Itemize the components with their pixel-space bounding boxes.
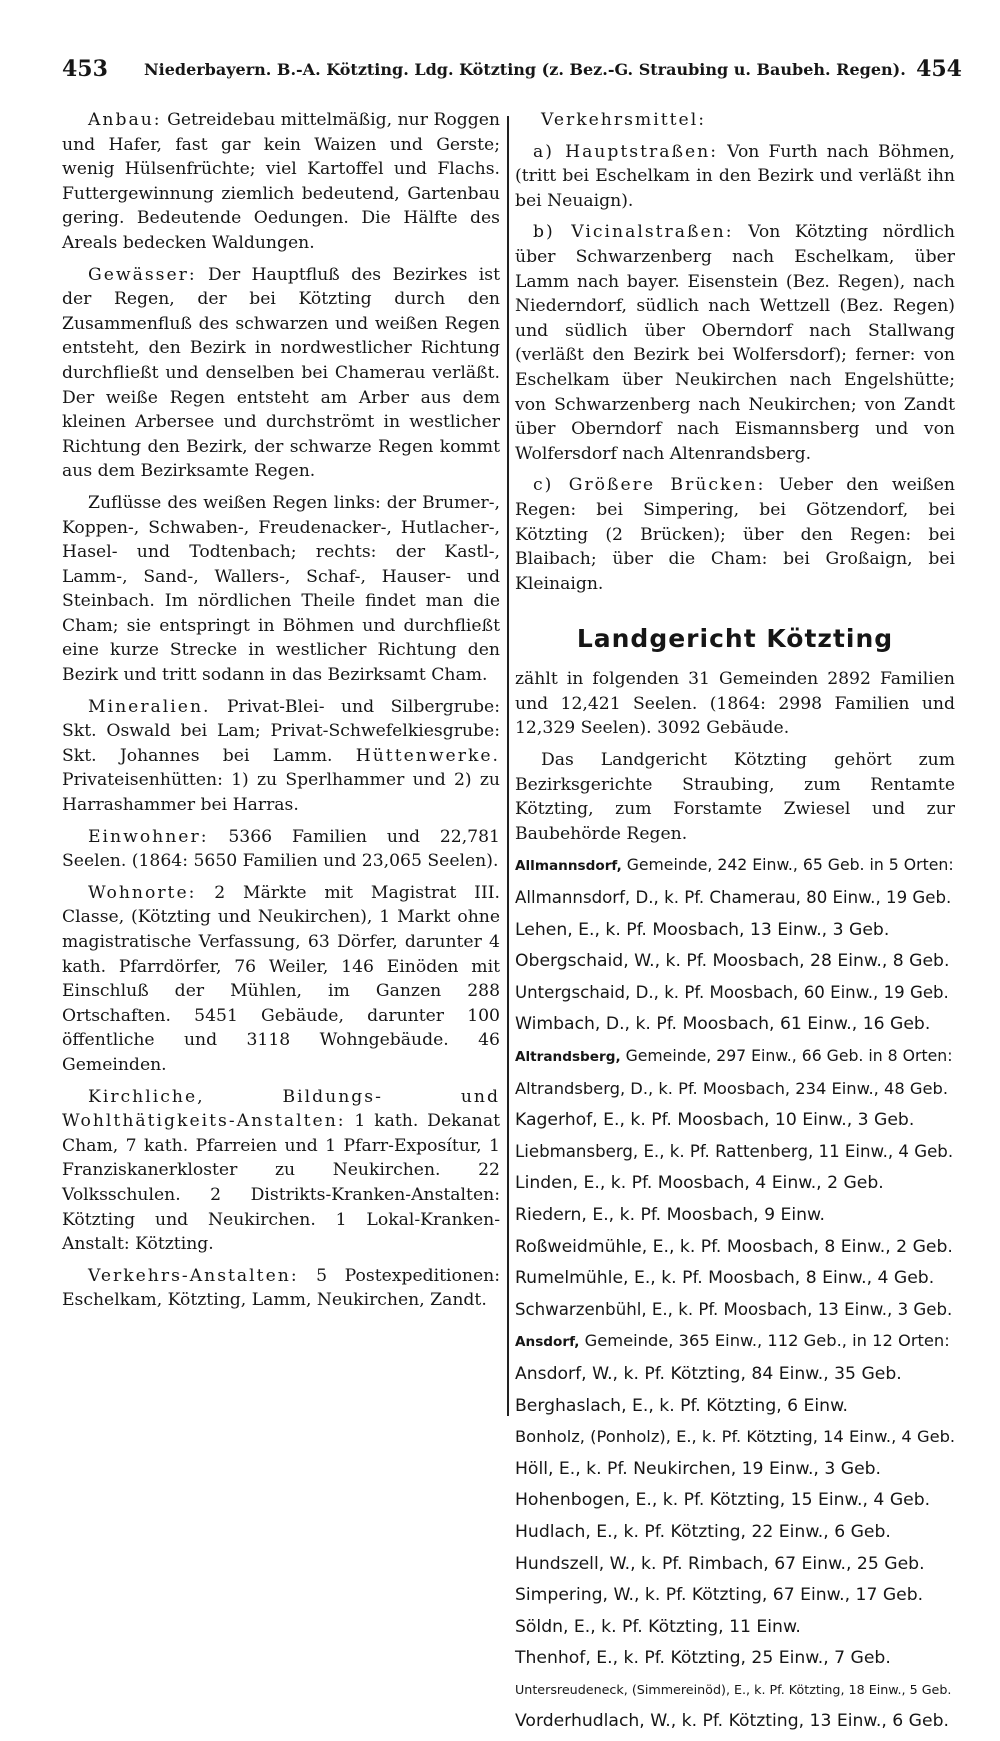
ort-entry: Ansdorf, W., k. Pf. Kötzting, 84 Einw., 35 Geb. xyxy=(515,1363,902,1384)
mineralien-paragraph xyxy=(62,695,500,818)
einwohner-label: Einwohner: xyxy=(88,826,209,847)
ort-entry: Untersreudeneck, (Simmereinöd), E., k. Pf. Kötzting, 18 Einw., 5 Geb. xyxy=(515,1681,952,1697)
einwohner-text: 5366 Familien und 22,781 Seelen. (1864: 5650 Familien und 23,065 Seelen). xyxy=(62,826,500,872)
ort-entry: Roßweidmühle, E., k. Pf. Moosbach, 8 Einw., 2 Geb. xyxy=(515,1236,953,1257)
huettenwerke-label: Hüttenwerke. xyxy=(355,745,500,766)
ort-entry: Altrandsberg, D., k. Pf. Moosbach, 234 Einw., 48 Geb. xyxy=(515,1078,949,1098)
zufluesse-paragraph: Zuflüsse des weißen Regen links: der Brumer-, Koppen-, Schwaben-, Freudenacker-, Hutlacher-, Hasel- und Todtenbach; rechts: der Kastl-, Lamm-, Sand-, Wallers-, Schaf-, Hauser- und Steinbach. Im nördlichen Theile findet man die Cham; sie entspringt in Böhmen und durchfließt eine kurze Strecke in westlicher Richtung den Bezirk und tritt sodann in das Bezirksamt Cham. xyxy=(62,492,500,686)
ort-entry: Obergschaid, W., k. Pf. Moosbach, 28 Einw., 8 Geb. xyxy=(515,951,950,972)
huettenwerke-text: Privateisenhütten: 1) zu Sperlhammer und 2) zu Harrashammer bei Harras. xyxy=(62,770,500,816)
gemeinde-name: Altrandsberg, xyxy=(515,1049,621,1065)
left-column xyxy=(62,108,500,1320)
wohnorte-text: 2 Märkte mit Magistrat III. Classe, (Kötzting und Neukirchen), 1 Markt ohne magistratische Verfassung, 63 Dörfer, darunter 4 kath. Pfarrdörfer, 76 Weiler, 146 Einöden mit Einschluß der Mühlen, im Ganzen 288 Ortschaften. 5451 Gebäude, darunter 100 öffentliche und 3118 Wohngebäude. 46 Gemeinden. xyxy=(62,882,500,1075)
ort-entry: Untergschaid, D., k. Pf. Moosbach, 60 Einw., 19 Geb. xyxy=(515,982,949,1002)
verkehrs-anstalten-text: 5 Postexpeditionen: Eschelkam, Kötzting, Lamm, Neukirchen, Zandt. xyxy=(62,1265,500,1311)
ort-entry: Hudlach, E., k. Pf. Kötzting, 22 Einw., 6 Geb. xyxy=(515,1521,891,1542)
bruecken-label: c) Größere Brücken: xyxy=(533,475,766,496)
ort-entry: Linden, E., k. Pf. Moosbach, 4 Einw., 2 Geb. xyxy=(515,1173,884,1194)
gemeinde-info: Gemeinde, 297 Einw., 66 Geb. in 8 Orten: xyxy=(620,1046,953,1065)
ort-entry: Lehen, E., k. Pf. Moosbach, 13 Einw., 3 Geb. xyxy=(515,919,890,940)
landgericht-summary: zählt in folgenden 31 Gemeinden 2892 Familien und 12,421 Seelen. (1864: 2998 Familien und 12,329 Seelen). 3092 Gebäude. xyxy=(515,669,955,739)
page-number-left: 453 xyxy=(62,56,108,82)
anbau-paragraph xyxy=(62,108,500,256)
vicinalstrassen-text: Von Kötzting nördlich über Schwarzenberg nach Eschelkam, über Lamm nach bayer. Eisenstein (Bez. Regen), nach Niederndorf, südlich nach Wettzell (Bez. Regen) und südlich über Oberndorf nach Stallwang (verläßt den Bezirk bei Wolfersdorf); ferner: von Eschelkam über Neukirchen nach Engelshütte; von Schwarzenberg nach Neukirchen; von Zandt über Oberndorf nach Eismannsberg und von Wolfersdorf nach Altenrandsberg. xyxy=(515,222,955,464)
wohnorte-label: Wohnorte: xyxy=(88,882,197,903)
verkehrs-anstalten-label: Verkehrs-Anstalten: xyxy=(88,1265,299,1286)
gewaesser-paragraph xyxy=(62,263,500,484)
right-column xyxy=(515,108,955,1741)
bruecken-paragraph xyxy=(515,473,955,596)
ort-entry: Berghaslach, E., k. Pf. Kötzting, 6 Einw. xyxy=(515,1395,849,1416)
verkehrsmittel-label: Verkehrsmittel: xyxy=(541,110,706,130)
ort-entry: Kagerhof, E., k. Pf. Moosbach, 10 Einw., 3 Geb. xyxy=(515,1110,915,1131)
ort-entry: Bonholz, (Ponholz), E., k. Pf. Kötzting, 14 Einw., 4 Geb. xyxy=(515,1427,956,1447)
ort-entry: Wimbach, D., k. Pf. Moosbach, 61 Einw., 16 Geb. xyxy=(515,1014,931,1035)
gewaesser-text: Der Hauptfluß des Bezirkes ist der Regen, der bei Kötzting durch den Zusammenfluß des schwarzen und weißen Regen entsteht, den Bezirk in nordwestlicher Richtung durchfließt und denselben bei Chamerau verläßt. Der weiße Regen entsteht am Arber aus dem kleinen Arbersee und durchströmt in westlicher Richtung den Bezirk, der schwarze Regen kommt aus dem Bezirksamte Regen. xyxy=(62,264,500,482)
ort-entry: Allmannsdorf, D., k. Pf. Chamerau, 80 Einw., 19 Geb. xyxy=(515,888,952,908)
kirchliche-text: 1 kath. Dekanat Cham, 7 kath. Pfarreien und 1 Pfarr-Exposítur, 1 Franziskanerkloster zu Neukirchen. 22 Volksschulen. 2 Distrikts-Kranken-Anstalten: Kötzting und Neukirchen. 1 Lokal-Kranken-Anstalt: Kötzting. xyxy=(62,1111,500,1255)
ort-entry: Riedern, E., k. Pf. Moosbach, 9 Einw. xyxy=(515,1204,825,1225)
anbau-label: Anbau: xyxy=(88,110,162,130)
column-divider xyxy=(507,116,509,1416)
gemeinde-info: Gemeinde, 242 Einw., 65 Geb. in 5 Orten: xyxy=(621,855,954,875)
ort-entry: Vorderhudlach, W., k. Pf. Kötzting, 13 Einw., 6 Geb. xyxy=(515,1711,949,1732)
gewaesser-label: Gewässer: xyxy=(88,264,197,285)
gemeinde-heading xyxy=(515,853,955,879)
ort-entry: Thenhof, E., k. Pf. Kötzting, 25 Einw., 7 Geb. xyxy=(515,1648,891,1669)
hauptstrassen-label: a) Hauptstraßen: xyxy=(533,141,718,162)
anbau-text: Getreidebau mittelmäßig, nur Roggen und Hafer, fast gar kein Waizen und Gerste; wenig Hülsenfrüchte; viel Kartoffel und Flachs. Futtergewinnung ziemlich bedeutend, Gartenbau gering. Bedeutende Oedungen. Die Hälfte des Areals bedecken Waldungen. xyxy=(62,110,500,253)
landgericht-title: Landgericht Kötzting xyxy=(576,624,894,654)
einwohner-paragraph xyxy=(62,825,500,874)
verkehrs-anstalten-paragraph xyxy=(62,1264,500,1313)
gemeinden-list xyxy=(515,853,955,1734)
verkehrsmittel-heading xyxy=(515,108,955,133)
page-header xyxy=(62,56,962,86)
ort-entry: Schwarzenbühl, E., k. Pf. Moosbach, 13 Einw., 3 Geb. xyxy=(515,1299,953,1319)
gemeinde-heading xyxy=(515,1044,955,1070)
gemeinde-info: Gemeinde, 365 Einw., 112 Geb., in 12 Orten: xyxy=(579,1331,950,1351)
page-number-right: 454 xyxy=(916,56,962,82)
bruecken-text: Ueber den weißen Regen: bei Simpering, bei Götzendorf, bei Kötzting (2 Brücken); über den Regen: bei Blaibach; über die Cham: bei Großaign, bei Kleinaign. xyxy=(515,475,955,594)
kirchliche-paragraph xyxy=(62,1085,500,1257)
ort-entry: Höll, E., k. Pf. Neukirchen, 19 Einw., 3 Geb. xyxy=(515,1458,882,1479)
landgericht-affiliation: Das Landgericht Kötzting gehört zum Bezirksgerichte Straubing, zum Rentamte Kötzting, zum Forstamte Zwiesel und zur Baubehörde Regen. xyxy=(515,750,955,844)
vicinalstrassen-label: b) Vicinalstraßen: xyxy=(533,222,734,243)
ort-entry: Söldn, E., k. Pf. Kötzting, 11 Einw. xyxy=(515,1616,801,1637)
gemeinde-heading xyxy=(515,1329,955,1355)
ort-entry: Simpering, W., k. Pf. Kötzting, 67 Einw., 17 Geb. xyxy=(515,1585,924,1606)
vicinalstrassen-paragraph xyxy=(515,220,955,466)
ort-entry: Liebmansberg, E., k. Pf. Rattenberg, 11 Einw., 4 Geb. xyxy=(515,1141,954,1161)
ort-entry: Hundszell, W., k. Pf. Rimbach, 67 Einw., 25 Geb. xyxy=(515,1553,925,1574)
hauptstrassen-text: Von Furth nach Böhmen, (tritt bei Eschelkam in den Bezirk und verläßt ihn bei Neuaign). xyxy=(515,141,955,211)
running-head: Niederbayern. B.-A. Kötzting. Ldg. Kötzting (z. Bez.-G. Straubing u. Baubeh. Regen). xyxy=(144,60,906,79)
ort-entry: Hohenbogen, E., k. Pf. Kötzting, 15 Einw., 4 Geb. xyxy=(515,1490,931,1511)
mineralien-label: Mineralien. xyxy=(88,696,211,717)
kirchliche-label: Kirchliche, Bildungs- und Wohlthätigkeits-Anstalten: xyxy=(62,1086,500,1132)
hauptstrassen-paragraph xyxy=(515,140,955,214)
ort-entry: Rumelmühle, E., k. Pf. Moosbach, 8 Einw., 4 Geb. xyxy=(515,1268,935,1289)
gemeinde-name: Allmannsdorf, xyxy=(515,858,622,875)
mineralien-text: Privat-Blei- und Silbergrube: Skt. Oswald bei Lam; Privat-Schwefelkiesgrube: Skt. Johannes bei Lamm. xyxy=(62,696,500,766)
wohnorte-paragraph xyxy=(62,881,500,1078)
gemeinde-name: Ansdorf, xyxy=(515,1334,580,1351)
